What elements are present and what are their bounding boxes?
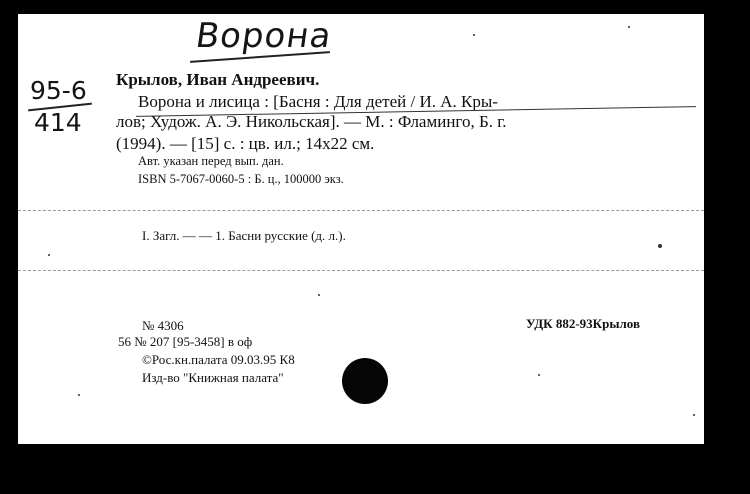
ink-blot: [342, 358, 388, 404]
author-heading: Крылов, Иван Андреевич.: [116, 70, 320, 89]
isbn-line: ISBN 5-7067-0060-5 : Б. ц., 100000 экз.: [138, 172, 344, 186]
speck: [538, 374, 540, 376]
speck: [473, 34, 475, 36]
udk-code: УДК 882-93Крылов: [526, 316, 640, 331]
record-line: 56 № 207 [95-3458] в оф: [118, 334, 253, 349]
title-line-2: лов; Худож. А. Э. Никольская]. — М. : Фламинго, Б. г.: [116, 112, 507, 131]
tracings-line: I. Загл. — — 1. Басни русские (д. л.).: [142, 228, 346, 243]
divider-1: [18, 210, 704, 212]
speck: [48, 254, 50, 256]
title-line-1: Ворона и лисица : [Басня : Для детей / И. А. Кры-: [138, 92, 498, 111]
call-number-top: 95-6: [30, 76, 87, 105]
chamber-line: ©Рос.кн.палата 09.03.95 К8: [142, 352, 295, 367]
divider-2: [18, 270, 704, 272]
catalog-card: [18, 14, 704, 444]
speck: [318, 294, 320, 296]
speck: [628, 26, 630, 28]
note-author: Авт. указан перед вып. дан.: [138, 154, 284, 168]
handwritten-title: Ворона: [193, 16, 335, 56]
speck: [658, 244, 662, 248]
speck: [78, 394, 80, 396]
speck: [693, 414, 695, 416]
record-number: № 4306: [142, 318, 184, 333]
title-line-3: (1994). — [15] с. : цв. ил.; 14х22 см.: [116, 134, 375, 153]
publisher-line: Изд-во "Книжная палата": [142, 370, 284, 385]
call-number-bottom: 414: [34, 108, 82, 137]
